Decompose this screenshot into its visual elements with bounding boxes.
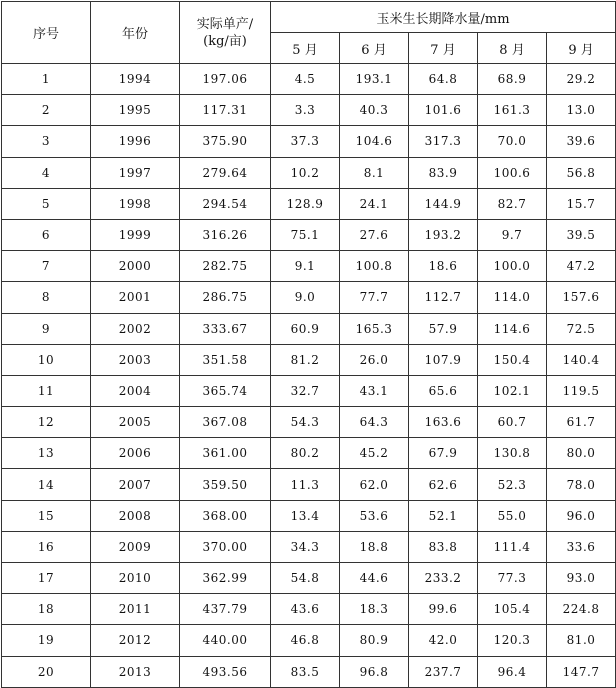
cell-july: 65.6 — [409, 375, 478, 406]
cell-june: 53.6 — [340, 500, 409, 531]
cell-yield: 282.75 — [180, 251, 271, 282]
cell-yield: 286.75 — [180, 282, 271, 313]
header-year: 年份 — [91, 2, 180, 64]
cell-september: 140.4 — [547, 344, 616, 375]
cell-august: 52.3 — [478, 469, 547, 500]
table-row — [2, 531, 616, 562]
table-row — [2, 282, 616, 313]
cell-august: 9.7 — [478, 219, 547, 250]
cell-september: 80.0 — [547, 438, 616, 469]
cell-august: 82.7 — [478, 188, 547, 219]
cell-may: 32.7 — [271, 375, 340, 406]
cell-july: 233.2 — [409, 563, 478, 594]
cell-index: 16 — [2, 531, 91, 562]
table-header — [2, 2, 616, 64]
table-row — [2, 563, 616, 594]
cell-year: 2012 — [91, 625, 180, 656]
cell-may: 4.5 — [271, 64, 340, 95]
cell-august: 68.9 — [478, 64, 547, 95]
cell-june: 64.3 — [340, 407, 409, 438]
cell-yield: 367.08 — [180, 407, 271, 438]
cell-year: 2003 — [91, 344, 180, 375]
cell-may: 10.2 — [271, 157, 340, 188]
cell-september: 119.5 — [547, 375, 616, 406]
cell-may: 37.3 — [271, 126, 340, 157]
cell-august: 130.8 — [478, 438, 547, 469]
cell-yield: 362.99 — [180, 563, 271, 594]
cell-june: 43.1 — [340, 375, 409, 406]
cell-index: 3 — [2, 126, 91, 157]
cell-year: 2009 — [91, 531, 180, 562]
cell-year: 1995 — [91, 95, 180, 126]
cell-september: 224.8 — [547, 594, 616, 625]
cell-august: 100.6 — [478, 157, 547, 188]
table-row — [2, 438, 616, 469]
cell-june: 18.8 — [340, 531, 409, 562]
table-row — [2, 375, 616, 406]
cell-index: 14 — [2, 469, 91, 500]
cell-september: 81.0 — [547, 625, 616, 656]
cell-september: 147.7 — [547, 656, 616, 687]
table-row — [2, 625, 616, 656]
header-month-9: 9 月 — [547, 33, 616, 64]
cell-index: 9 — [2, 313, 91, 344]
cell-index: 17 — [2, 563, 91, 594]
cell-index: 6 — [2, 219, 91, 250]
cell-yield: 294.54 — [180, 188, 271, 219]
cell-may: 54.3 — [271, 407, 340, 438]
table-container — [1, 0, 615, 688]
cell-may: 3.3 — [271, 95, 340, 126]
cell-yield: 333.67 — [180, 313, 271, 344]
cell-august: 161.3 — [478, 95, 547, 126]
cell-index: 4 — [2, 157, 91, 188]
table-row — [2, 500, 616, 531]
cell-yield: 117.31 — [180, 95, 271, 126]
cell-june: 26.0 — [340, 344, 409, 375]
cell-may: 60.9 — [271, 313, 340, 344]
header-yield-line2: (kg/亩) — [203, 33, 247, 49]
cell-august: 114.6 — [478, 313, 547, 344]
cell-yield: 370.00 — [180, 531, 271, 562]
cell-index: 12 — [2, 407, 91, 438]
cell-july: 99.6 — [409, 594, 478, 625]
cell-may: 9.1 — [271, 251, 340, 282]
cell-may: 46.8 — [271, 625, 340, 656]
cell-july: 112.7 — [409, 282, 478, 313]
cell-year: 1998 — [91, 188, 180, 219]
cell-july: 42.0 — [409, 625, 478, 656]
cell-yield: 197.06 — [180, 64, 271, 95]
cell-june: 96.8 — [340, 656, 409, 687]
cell-year: 2001 — [91, 282, 180, 313]
cell-august: 55.0 — [478, 500, 547, 531]
data-table — [1, 1, 616, 688]
cell-september: 61.7 — [547, 407, 616, 438]
header-yield-line1: 实际单产/ — [196, 16, 254, 32]
cell-may: 128.9 — [271, 188, 340, 219]
cell-may: 9.0 — [271, 282, 340, 313]
cell-july: 18.6 — [409, 251, 478, 282]
cell-may: 13.4 — [271, 500, 340, 531]
cell-year: 2010 — [91, 563, 180, 594]
header-month-7: 7 月 — [409, 33, 478, 64]
cell-index: 20 — [2, 656, 91, 687]
header-month-8: 8 月 — [478, 33, 547, 64]
cell-september: 78.0 — [547, 469, 616, 500]
cell-june: 100.8 — [340, 251, 409, 282]
cell-july: 57.9 — [409, 313, 478, 344]
cell-index: 2 — [2, 95, 91, 126]
cell-year: 2000 — [91, 251, 180, 282]
cell-june: 45.2 — [340, 438, 409, 469]
cell-september: 72.5 — [547, 313, 616, 344]
cell-year: 1997 — [91, 157, 180, 188]
cell-yield: 279.64 — [180, 157, 271, 188]
header-precip-group: 玉米生长期降水量/mm — [271, 2, 616, 33]
cell-index: 8 — [2, 282, 91, 313]
table-row — [2, 251, 616, 282]
cell-september: 13.0 — [547, 95, 616, 126]
cell-june: 165.3 — [340, 313, 409, 344]
cell-year: 2002 — [91, 313, 180, 344]
cell-june: 24.1 — [340, 188, 409, 219]
cell-june: 40.3 — [340, 95, 409, 126]
cell-may: 80.2 — [271, 438, 340, 469]
cell-yield: 359.50 — [180, 469, 271, 500]
cell-september: 39.6 — [547, 126, 616, 157]
cell-september: 33.6 — [547, 531, 616, 562]
cell-august: 105.4 — [478, 594, 547, 625]
cell-june: 193.1 — [340, 64, 409, 95]
cell-july: 52.1 — [409, 500, 478, 531]
cell-september: 96.0 — [547, 500, 616, 531]
cell-yield: 375.90 — [180, 126, 271, 157]
cell-index: 1 — [2, 64, 91, 95]
cell-june: 77.7 — [340, 282, 409, 313]
cell-june: 18.3 — [340, 594, 409, 625]
cell-june: 80.9 — [340, 625, 409, 656]
cell-july: 83.8 — [409, 531, 478, 562]
cell-year: 2007 — [91, 469, 180, 500]
cell-yield: 361.00 — [180, 438, 271, 469]
cell-index: 19 — [2, 625, 91, 656]
cell-august: 60.7 — [478, 407, 547, 438]
cell-august: 96.4 — [478, 656, 547, 687]
cell-september: 47.2 — [547, 251, 616, 282]
cell-year: 1999 — [91, 219, 180, 250]
cell-september: 157.6 — [547, 282, 616, 313]
table-row — [2, 126, 616, 157]
table-body — [2, 64, 616, 688]
cell-june: 27.6 — [340, 219, 409, 250]
cell-yield: 440.00 — [180, 625, 271, 656]
cell-august: 120.3 — [478, 625, 547, 656]
cell-may: 81.2 — [271, 344, 340, 375]
cell-september: 56.8 — [547, 157, 616, 188]
cell-may: 34.3 — [271, 531, 340, 562]
cell-august: 150.4 — [478, 344, 547, 375]
cell-index: 13 — [2, 438, 91, 469]
table-row — [2, 188, 616, 219]
header-index: 序号 — [2, 2, 91, 64]
table-row — [2, 469, 616, 500]
cell-yield: 365.74 — [180, 375, 271, 406]
cell-may: 54.8 — [271, 563, 340, 594]
cell-june: 104.6 — [340, 126, 409, 157]
table-row — [2, 64, 616, 95]
cell-july: 317.3 — [409, 126, 478, 157]
cell-august: 114.0 — [478, 282, 547, 313]
cell-index: 15 — [2, 500, 91, 531]
cell-may: 11.3 — [271, 469, 340, 500]
table-row — [2, 157, 616, 188]
cell-june: 44.6 — [340, 563, 409, 594]
cell-july: 237.7 — [409, 656, 478, 687]
cell-year: 2008 — [91, 500, 180, 531]
cell-may: 83.5 — [271, 656, 340, 687]
cell-august: 70.0 — [478, 126, 547, 157]
table-row — [2, 95, 616, 126]
cell-july: 83.9 — [409, 157, 478, 188]
cell-september: 39.5 — [547, 219, 616, 250]
cell-yield: 351.58 — [180, 344, 271, 375]
cell-august: 111.4 — [478, 531, 547, 562]
header-yield — [180, 2, 271, 64]
cell-september: 93.0 — [547, 563, 616, 594]
cell-june: 8.1 — [340, 157, 409, 188]
cell-year: 2011 — [91, 594, 180, 625]
cell-june: 62.0 — [340, 469, 409, 500]
cell-index: 5 — [2, 188, 91, 219]
cell-yield: 316.26 — [180, 219, 271, 250]
table-row — [2, 313, 616, 344]
cell-year: 2004 — [91, 375, 180, 406]
cell-july: 193.2 — [409, 219, 478, 250]
cell-index: 18 — [2, 594, 91, 625]
cell-july: 107.9 — [409, 344, 478, 375]
cell-july: 144.9 — [409, 188, 478, 219]
cell-august: 77.3 — [478, 563, 547, 594]
table-row — [2, 407, 616, 438]
table-row — [2, 219, 616, 250]
cell-index: 10 — [2, 344, 91, 375]
cell-year: 2005 — [91, 407, 180, 438]
header-month-5: 5 月 — [271, 33, 340, 64]
cell-july: 163.6 — [409, 407, 478, 438]
cell-august: 102.1 — [478, 375, 547, 406]
cell-yield: 493.56 — [180, 656, 271, 687]
cell-yield: 437.79 — [180, 594, 271, 625]
cell-yield: 368.00 — [180, 500, 271, 531]
cell-september: 15.7 — [547, 188, 616, 219]
cell-september: 29.2 — [547, 64, 616, 95]
cell-year: 2013 — [91, 656, 180, 687]
cell-july: 67.9 — [409, 438, 478, 469]
header-month-6: 6 月 — [340, 33, 409, 64]
cell-year: 1996 — [91, 126, 180, 157]
cell-july: 62.6 — [409, 469, 478, 500]
cell-year: 1994 — [91, 64, 180, 95]
table-row — [2, 344, 616, 375]
table-row — [2, 656, 616, 687]
cell-may: 75.1 — [271, 219, 340, 250]
cell-july: 101.6 — [409, 95, 478, 126]
cell-year: 2006 — [91, 438, 180, 469]
cell-august: 100.0 — [478, 251, 547, 282]
cell-index: 11 — [2, 375, 91, 406]
cell-may: 43.6 — [271, 594, 340, 625]
cell-index: 7 — [2, 251, 91, 282]
table-row — [2, 594, 616, 625]
cell-july: 64.8 — [409, 64, 478, 95]
